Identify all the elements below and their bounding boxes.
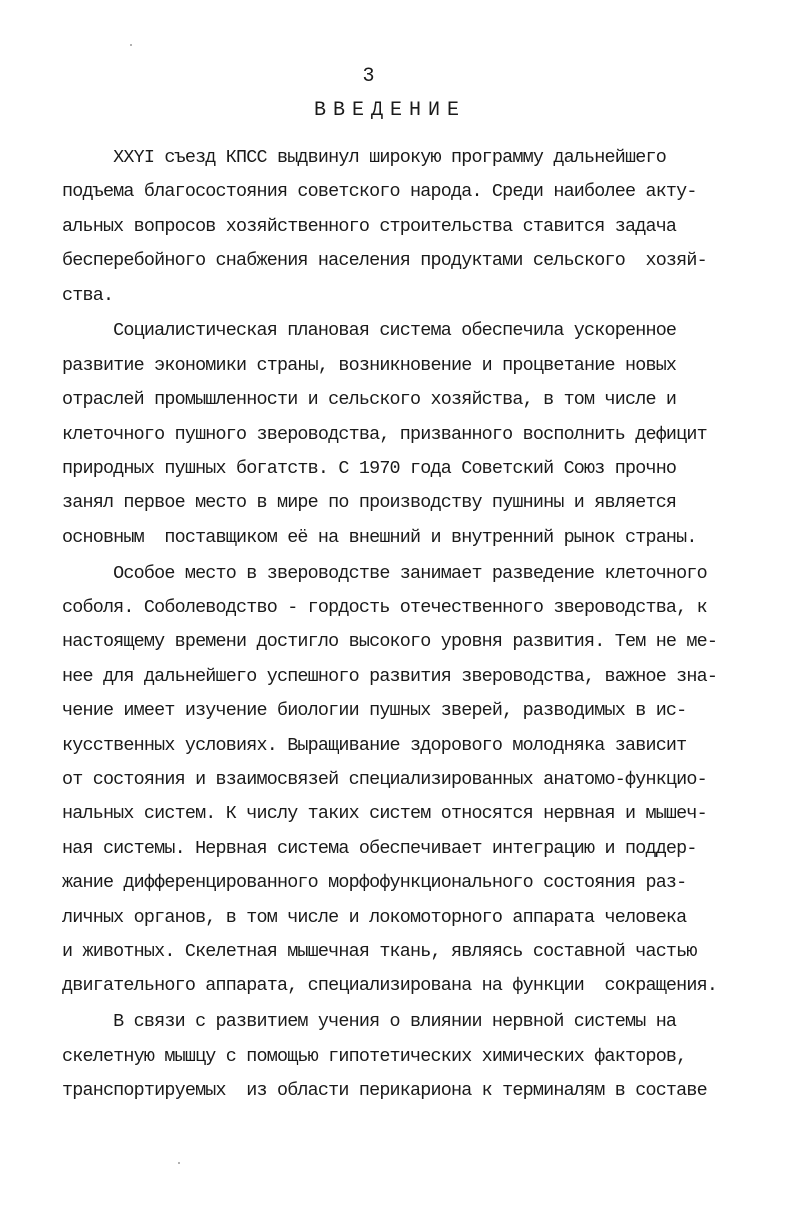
text-line: основным поставщиком её на внешний и внутренний рынок страны. xyxy=(62,526,697,548)
scan-speck xyxy=(130,44,132,46)
text-line: кусственных условиях. Выращивание здорового молодняка зависит xyxy=(62,734,687,756)
text-line: жание дифференцированного морфофункционального состояния раз- xyxy=(62,872,687,894)
text-line: ная системы. Нервная система обеспечивает интеграцию и поддер- xyxy=(62,837,697,859)
page-number: 3 xyxy=(362,65,375,88)
paragraph-3 xyxy=(62,557,752,1004)
body-text xyxy=(62,141,752,1108)
text-line: В связи с развитием учения о влиянии нервной системы на xyxy=(62,1011,677,1033)
text-line: ства. xyxy=(62,284,114,306)
scan-speck xyxy=(178,1162,180,1164)
text-line: транспортируемых из области перикариона к терминалям в составе xyxy=(62,1080,707,1102)
text-line: альных вопросов хозяйственного строительства ставится задача xyxy=(62,215,677,237)
text-line: Особое место в звероводстве занимает разведение клеточного xyxy=(62,562,707,584)
text-line: и животных. Скелетная мышечная ткань, являясь составной частью xyxy=(62,940,697,962)
text-line: нее для дальнейшего успешного развития звероводства, важное зна- xyxy=(62,665,718,687)
text-line: клеточного пушного звероводства, призванного восполнить дефицит xyxy=(62,423,707,445)
text-line: XXYI съезд КПСС выдвинул широкую программу дальнейшего xyxy=(62,147,666,168)
text-line: подъема благосостояния советского народа. Среди наиболее акту- xyxy=(62,181,697,203)
text-line: соболя. Соболеводство - гордость отечественного звероводства, к xyxy=(62,597,707,619)
text-line: скелетную мышцу с помощью гипотетических химических факторов, xyxy=(62,1045,687,1067)
text-line: настоящему времени достигло высокого уровня развития. Тем не ме- xyxy=(62,631,718,653)
paragraph-4 xyxy=(62,1005,752,1108)
text-line: занял первое место в мире по производству пушнины и является xyxy=(62,492,677,514)
text-line: нальных систем. К числу таких систем относятся нервная и мышеч- xyxy=(62,803,707,825)
text-line: двигательного аппарата, специализирована на функции сокращения. xyxy=(62,975,718,997)
text-line: от состояния и взаимосвязей специализированных анатомо-функцио- xyxy=(62,769,707,791)
text-line: бесперебойного снабжения населения продуктами сельского хозяй- xyxy=(62,250,707,272)
text-line: отраслей промышленности и сельского хозяйства, в том числе и xyxy=(62,389,677,411)
text-line: чение имеет изучение биологии пушных зверей, разводимых в ис- xyxy=(62,700,687,722)
paragraph-1 xyxy=(62,141,752,313)
text-line: природных пушных богатств. С 1970 года Советский Союз прочно xyxy=(62,458,677,480)
text-line: Социалистическая плановая система обеспечила ускоренное xyxy=(62,320,677,342)
section-heading: ВВЕДЕНИЕ xyxy=(313,99,466,122)
text-line: развитие экономики страны, возникновение и процветание новых xyxy=(62,354,677,376)
paragraph-2 xyxy=(62,314,752,555)
text-line: личных органов, в том числе и локомоторного аппарата человека xyxy=(62,906,687,928)
